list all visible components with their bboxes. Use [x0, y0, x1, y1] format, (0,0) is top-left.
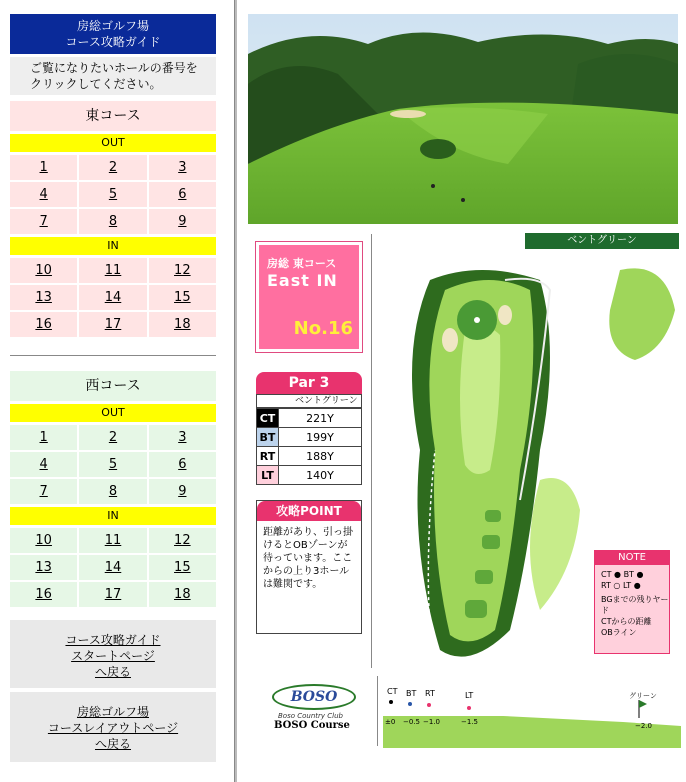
legend-bg: BGまでの残りヤード — [601, 595, 669, 615]
sidebar — [0, 0, 222, 782]
west-in-hole-11-link[interactable]: 11 — [79, 528, 146, 553]
east-in-hole-17-link[interactable]: 17 — [79, 312, 146, 337]
west-in-hole-15-link[interactable]: 15 — [149, 555, 216, 580]
hole-detail — [240, 0, 686, 782]
hole-header — [256, 242, 362, 352]
tee-key: RT — [257, 447, 279, 466]
tee-row — [257, 466, 362, 485]
nav-layout-link-1[interactable]: 房総ゴルフ場 — [76, 705, 149, 719]
east-course-name: 東コース — [10, 101, 216, 131]
map-legend — [594, 550, 670, 654]
nav-start-link-3[interactable]: へ戻る — [94, 665, 131, 679]
legend-lt: LT — [622, 581, 632, 590]
profile-value: −0.5 — [403, 718, 420, 726]
tee-row — [257, 409, 362, 428]
east-out-hole-7-link[interactable]: 7 — [10, 209, 77, 234]
west-in-hole-18-link[interactable]: 18 — [149, 582, 216, 607]
east-out-hole-1-link[interactable]: 1 — [10, 155, 77, 180]
legend-ct-dist: CTからの距離 — [601, 617, 652, 626]
point-title: 攻略POINT — [257, 501, 361, 521]
profile-label-bt: BT — [406, 689, 417, 698]
green-badge: ベントグリーン — [525, 233, 679, 249]
west-out-hole-9-link[interactable]: 9 — [149, 479, 216, 504]
west-in-hole-10-link[interactable]: 10 — [10, 528, 77, 553]
title-line1: 房総ゴルフ場 — [76, 19, 149, 33]
west-out-hole-5-link[interactable]: 5 — [79, 452, 146, 477]
legend-rt: RT — [601, 581, 611, 590]
profile-green-label: グリーン — [629, 692, 657, 700]
east-in-hole-13-link[interactable]: 13 — [10, 285, 77, 310]
east-out-hole-3-link[interactable]: 3 — [149, 155, 216, 180]
east-in-label: IN — [10, 237, 216, 255]
west-out-hole-1-link[interactable]: 1 — [10, 425, 77, 450]
tee-key: BT — [257, 428, 279, 447]
east-out-label: OUT — [10, 134, 216, 152]
legend-ob: OBライン — [601, 628, 637, 637]
west-course-section — [10, 371, 216, 607]
west-out-hole-7-link[interactable]: 7 — [10, 479, 77, 504]
logo-mark: BOSO — [272, 684, 356, 710]
east-in-hole-16-link[interactable]: 16 — [10, 312, 77, 337]
tee-key: LT — [257, 466, 279, 485]
east-out-hole-9-link[interactable]: 9 — [149, 209, 216, 234]
east-out-hole-2-link[interactable]: 2 — [79, 155, 146, 180]
profile-value: −1.0 — [423, 718, 440, 726]
elevation-profile — [383, 682, 681, 748]
east-out-holes — [10, 155, 216, 234]
hole-photo — [248, 14, 678, 224]
profile-label-ct: CT — [387, 687, 398, 696]
west-in-hole-12-link[interactable]: 12 — [149, 528, 216, 553]
intro-line2: クリックしてください。 — [30, 77, 162, 91]
legend-tees-2: RT ○ LT ● — [601, 581, 641, 590]
tee-key: CT — [257, 409, 279, 428]
nav-layout-link-3[interactable]: へ戻る — [94, 737, 131, 751]
logo-course: BOSO Course — [274, 720, 350, 731]
east-in-holes — [10, 258, 216, 337]
nav-start-link-2[interactable]: スタートページ — [71, 649, 155, 663]
tee-yards: 199Y — [279, 428, 362, 447]
west-out-hole-3-link[interactable]: 3 — [149, 425, 216, 450]
west-out-hole-8-link[interactable]: 8 — [79, 479, 146, 504]
note-title: NOTE — [595, 551, 669, 565]
west-in-hole-16-link[interactable]: 16 — [10, 582, 77, 607]
nav-start-box — [10, 620, 216, 688]
east-in-hole-11-link[interactable]: 11 — [79, 258, 146, 283]
west-in-hole-14-link[interactable]: 14 — [79, 555, 146, 580]
profile-value: −2.0 — [635, 722, 652, 730]
west-out-hole-4-link[interactable]: 4 — [10, 452, 77, 477]
par-table — [256, 372, 362, 485]
east-out-hole-5-link[interactable]: 5 — [79, 182, 146, 207]
frame-divider[interactable] — [234, 0, 237, 782]
legend-bt: BT — [623, 570, 634, 579]
nav-layout-link-2[interactable]: コースレイアウトページ — [47, 721, 179, 735]
west-in-hole-17-link[interactable]: 17 — [79, 582, 146, 607]
profile-label-lt: LT — [465, 691, 474, 700]
intro-text — [10, 57, 216, 95]
intro-line1: ご覧になりたいホールの番号を — [30, 61, 198, 75]
tee-row — [257, 428, 362, 447]
green-type: ベントグリーン — [256, 394, 362, 408]
west-out-hole-2-link[interactable]: 2 — [79, 425, 146, 450]
hole-number: No.16 — [293, 318, 353, 339]
tee-yards: 140Y — [279, 466, 362, 485]
title-line2: コース攻略ガイド — [65, 35, 161, 49]
east-in-hole-12-link[interactable]: 12 — [149, 258, 216, 283]
west-in-label: IN — [10, 507, 216, 525]
profile-value: ±0 — [385, 718, 396, 726]
east-out-hole-6-link[interactable]: 6 — [149, 182, 216, 207]
profile-value: −1.5 — [461, 718, 478, 726]
west-course-name: 西コース — [10, 371, 216, 401]
club-logo — [248, 676, 378, 746]
half-label: East IN — [267, 271, 338, 290]
tee-yards: 221Y — [279, 409, 362, 428]
sidebar-divider — [10, 355, 216, 356]
hole-card — [248, 234, 372, 668]
tee-yards: 188Y — [279, 447, 362, 466]
course-label: 房総 東コース — [267, 257, 337, 270]
tee-table — [256, 408, 362, 485]
east-in-hole-14-link[interactable]: 14 — [79, 285, 146, 310]
east-out-hole-4-link[interactable]: 4 — [10, 182, 77, 207]
sidebar-title — [10, 14, 216, 54]
strategy-point — [256, 500, 362, 634]
legend-ct: CT — [601, 570, 612, 579]
east-in-hole-15-link[interactable]: 15 — [149, 285, 216, 310]
west-in-holes — [10, 528, 216, 607]
east-in-hole-18-link[interactable]: 18 — [149, 312, 216, 337]
point-text: 距離があり、引っ掛けるとOBゾーンが待っています。ここからの上り3ホールは難関です。 — [263, 527, 353, 590]
west-out-label: OUT — [10, 404, 216, 422]
west-out-holes — [10, 425, 216, 504]
par-label: Par 3 — [256, 372, 362, 394]
west-in-hole-13-link[interactable]: 13 — [10, 555, 77, 580]
nav-layout-box — [10, 692, 216, 762]
east-out-hole-8-link[interactable]: 8 — [79, 209, 146, 234]
legend-tees-1: CT ● BT ● — [601, 570, 644, 579]
nav-start-link-1[interactable]: コース攻略ガイド — [65, 633, 161, 647]
east-in-hole-10-link[interactable]: 10 — [10, 258, 77, 283]
tee-row — [257, 447, 362, 466]
profile-label-rt: RT — [425, 689, 435, 698]
west-out-hole-6-link[interactable]: 6 — [149, 452, 216, 477]
logo-sub: Boso Country Club — [278, 712, 343, 720]
east-course-section — [10, 101, 216, 337]
